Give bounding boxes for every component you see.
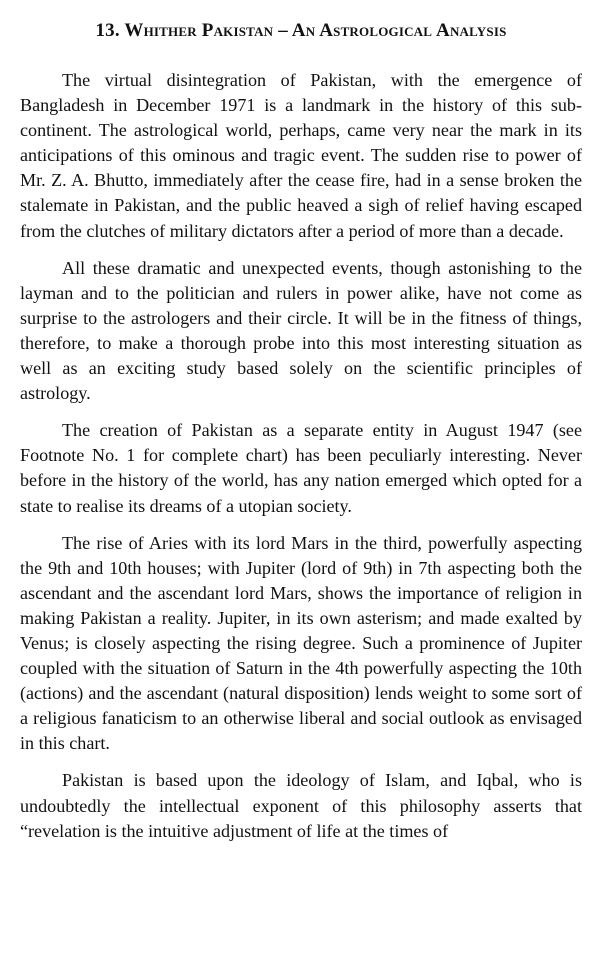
body-paragraph-2: All these dramatic and unexpected events, though astonishing to the layman and to the politician and rulers in power alike, have not come as surprise to the astrologers and their circle. It will be in the fitness of things, therefore, to make a thorough probe into this most interesting situation as well as an exciting study based solely on the scientific principles of astrology. — [20, 257, 582, 404]
chapter-body — [20, 68, 582, 844]
chapter-title: 13. Whither Pakistan – An Astrological Analysis — [95, 20, 507, 41]
body-paragraph-1: The virtual disintegration of Pakistan, with the emergence of Bangladesh in December 1971 is a landmark in the history of this sub-continent. The astrological world, perhaps, came very near the mark in its anticipations of this ominous and tragic event. The sudden rise to power of Mr. Z. A. Bhutto, immediately after the cease fire, had in a sense broken the stalemate in Pakistan, and the public heaved a sigh of relief having escaped from the clutches of military dictators after a period of more than a decade. — [20, 70, 582, 241]
body-paragraph-3: The creation of Pakistan as a separate entity in August 1947 (see Footnote No. 1 for complete chart) has been peculiarly interesting. Never before in the history of the world, has any nation emerged which opted for a state to realise its dreams of a utopian society. — [20, 420, 582, 516]
body-paragraph-4: The rise of Aries with its lord Mars in the third, powerfully aspecting the 9th and 10th houses; with Jupiter (lord of 9th) in 7th aspecting both the ascendant and the ascendant lord Mars, shows the importance of religion in making Pakistan a reality. Jupiter, in its own asterism; and made exalted by Venus; is closely aspecting the rising degree. Such a prominence of Jupiter coupled with the situation of Saturn in the 4th powerfully aspecting the 10th (actions) and the ascendant (natural disposition) lends weight to some sort of a religious fanaticism to an otherwise liberal and social outlook as envisaged in this chart. — [20, 532, 582, 754]
body-paragraph-5: Pakistan is based upon the ideology of Islam, and Iqbal, who is undoubtedly the intellectual exponent of this philosophy asserts that “revelation is the intuitive adjustment of life at the times of — [20, 770, 582, 841]
